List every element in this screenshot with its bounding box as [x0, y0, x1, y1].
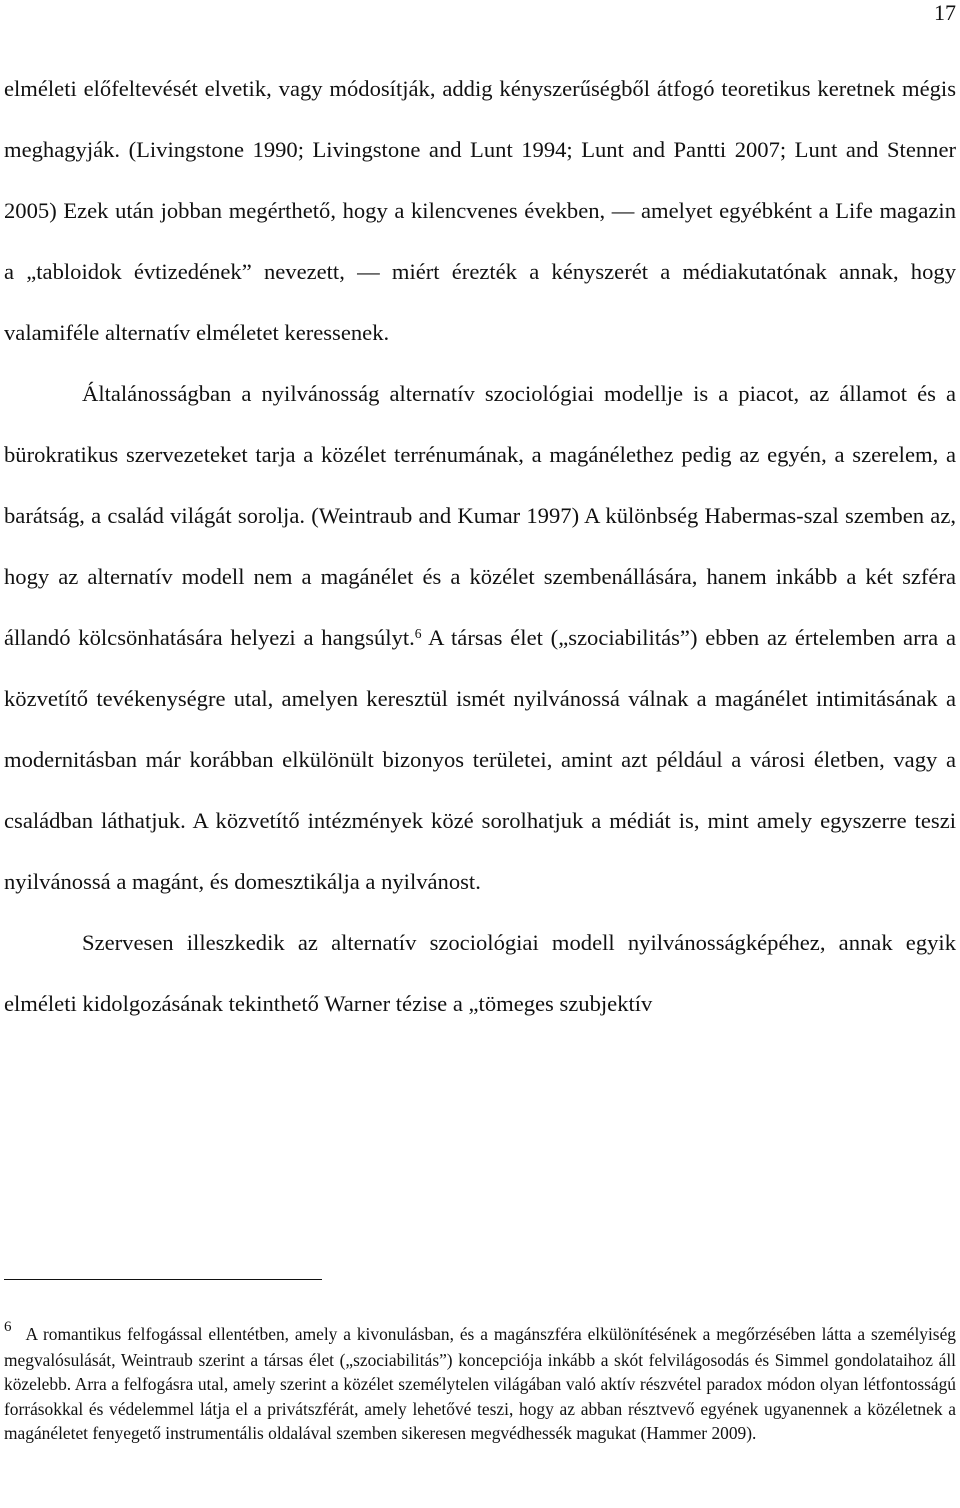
paragraph-1: elméleti előfeltevését elvetik, vagy módosítják, addig kényszerűségből átfogó teoretikus keretnek mégis meghagyják. (Livingstone 1990; Livingstone and Lunt 1994; Lunt and Pantti 2007; Lunt and Stenner 2005) Ezek után jobban megérthető, hogy a kilencvenes években, — amelyet egyébként a Life magazin a „tabloidok évtizedének” nevezett, — miért érezték a kényszerét a médiakutatónak annak, hogy valamiféle alternatív elméletet keressenek.: [4, 76, 956, 345]
body-text: [4, 58, 956, 1034]
page-number: 17: [934, 0, 956, 25]
footnote-marker: 6: [4, 1319, 12, 1335]
paragraph-2-text: Általánosságban a nyilvánosság alternatív szociológiai modellje is a piacot, az államot és a bürokratikus szervezeteket tarja a közélet terrénumának, a magánélethez pedig az egyén, a szerelem, a barátság, a család világát sorolja. (Weintraub and Kumar 1997) A különbség Habermas-szal szemben az, hogy az alternatív modell nem a magánélet és a közélet szembenállására, hanem inkább a két szféra állandó kölcsönhatására helyezi a hangsúlyt.: [4, 381, 956, 650]
footnote-reference[interactable]: 6: [414, 626, 422, 642]
footnote-text: A romantikus felfogással ellentétben, amely a kivonulásban, és a magánszféra elkülönítésének a megőrzésében látta a személyiség megvalósulását, Weintraub szerint a társas élet („szociabilitás”) koncepciója inkább a skót felvilágosodás és Simmel gondolataihoz áll közelebb. Arra a felfogásra utal, amely szerint a közélet személytelen világában való aktív részvétel paradox módon olyan létfontosságú forrásokkal és védelemmel látja el a privátszférát, amely lehetővé teszi, hogy az abban résztvevő egyének ugyanennek a közéletnek a magánéletet fenyegető instrumentális oldalával szemben sikeresen megvédhessék magukat (Hammer 2009).: [4, 1324, 956, 1443]
footnote: [4, 1319, 956, 1445]
paragraph-3: Szervesen illeszkedik az alternatív szociológiai modell nyilvánosságképéhez, annak egyik elméleti kidolgozásának tekinthető Warner tézise a „tömeges szubjektív: [4, 930, 956, 1016]
paragraph-2-text-continued: A társas élet („szociabilitás”) ebben az értelemben arra a közvetítő tevékenységre utal, amelyen keresztül ismét nyilvánossá válnak a magánélet intimitásának a modernitásban már korábban elkülönült bizonyos területei, amint azt például a városi életben, vagy a családban láthatjuk. A közvetítő intézmények közé sorolhatjuk a médiát is, mint amely egyszerre teszi nyilvánossá a magánt, és domesztikálja a nyilvánost.: [4, 625, 956, 894]
paragraph-2: [4, 363, 956, 912]
footnote-separator: [4, 1279, 322, 1280]
